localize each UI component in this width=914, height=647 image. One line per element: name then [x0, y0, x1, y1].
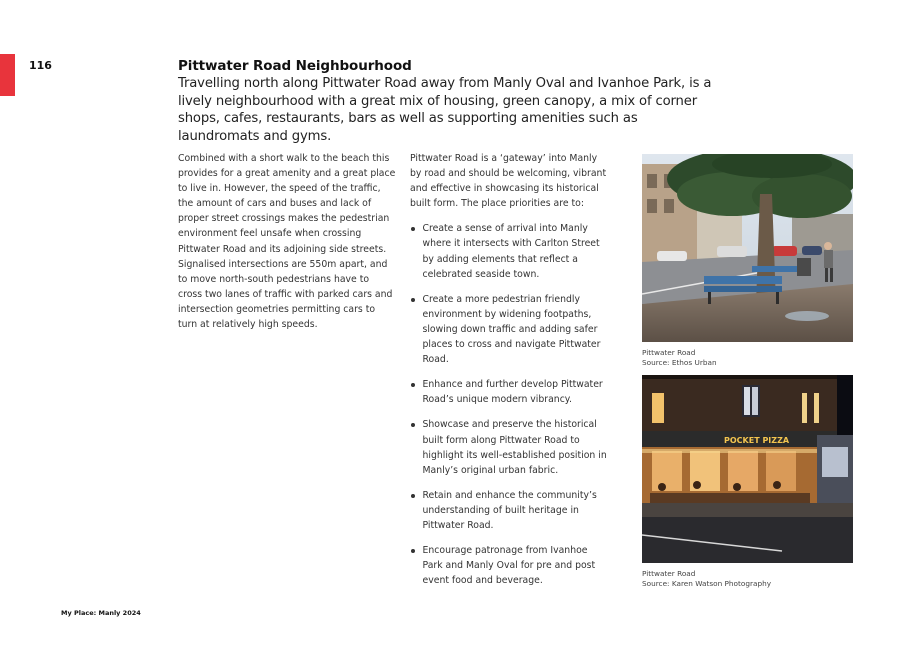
- shop-sign: POCKET PIZZA: [724, 436, 790, 445]
- caption-title: Pittwater Road: [642, 569, 696, 578]
- priority-item: [410, 292, 610, 367]
- body-column-1: Combined with a short walk to the beach this provides for a great amenity and a great place to live in. However, the speed of the traffic, the amount of cars and buses and lack of proper street crossings makes the pedestrian environment feel unsafe when crossing Pittwater Road and its adjoining side streets. Signalised intersections are 550m apart, and to move north-south pedestrians have to cross two lanes of traffic with parked cars and intersection geometries permitting cars to turn at relatively high speeds.: [178, 153, 396, 331]
- priority-text: Create a more pedestrian friendly environment by widening footpaths, slowing down traffic and adding safer places to cross and navigate Pittwater Road.: [422, 293, 601, 366]
- body-column-2: [410, 151, 610, 598]
- priority-text: Create a sense of arrival into Manly where it intersects with Carlton Street by adding elements that reflect a celebrated seaside town.: [422, 223, 600, 280]
- page-footer: My Place: Manly 2024: [61, 609, 141, 617]
- priorities-lead: Pittwater Road is a ‘gateway’ into Manly by road and should be welcoming, vibrant and effective in showcasing its historical built form. The place priorities are to:: [410, 153, 607, 210]
- photo-caption: [642, 348, 717, 368]
- caption-source: Source: Ethos Urban: [642, 358, 717, 368]
- caption-source: Source: Karen Watson Photography: [642, 579, 772, 589]
- bullet-icon: [411, 227, 415, 231]
- section-title: Pittwater Road Neighbourhood: [178, 58, 412, 74]
- bullet-icon: [411, 549, 415, 553]
- priority-text: Showcase and preserve the historical built form along Pittwater Road to highlight its well-established position in Manly’s original urban fabric.: [422, 419, 607, 476]
- street-photo: [642, 154, 853, 342]
- priority-text: Enhance and further develop Pittwater Road’s unique modern vibrancy.: [422, 379, 603, 406]
- bullet-icon: [411, 494, 415, 498]
- priority-item: [410, 417, 610, 477]
- priorities-list: [410, 221, 610, 588]
- page-accent-tab: [0, 54, 15, 96]
- bullet-icon: [411, 423, 415, 427]
- priority-item: [410, 543, 610, 588]
- priority-item: [410, 221, 610, 281]
- section-intro: Travelling north along Pittwater Road away from Manly Oval and Ivanhoe Park, is a lively neighbourhood with a great mix of housing, green canopy, a mix of corner shops, cafes, restaurants, bars as well as supporting amenities such as laundromats and gyms.: [178, 76, 712, 145]
- priority-item: [410, 377, 610, 407]
- bullet-icon: [411, 383, 415, 387]
- priority-item: [410, 488, 610, 533]
- priority-text: Retain and enhance the community’s understanding of built heritage in Pittwater Road.: [422, 489, 597, 531]
- page-number: 116: [29, 59, 52, 72]
- pizza-shop-photo: [642, 375, 853, 563]
- priority-text: Encourage patronage from Ivanhoe Park and Manly Oval for pre and post event food and beverage.: [422, 545, 596, 587]
- photo-caption: [642, 569, 771, 589]
- bullet-icon: [411, 298, 415, 302]
- caption-title: Pittwater Road: [642, 348, 696, 357]
